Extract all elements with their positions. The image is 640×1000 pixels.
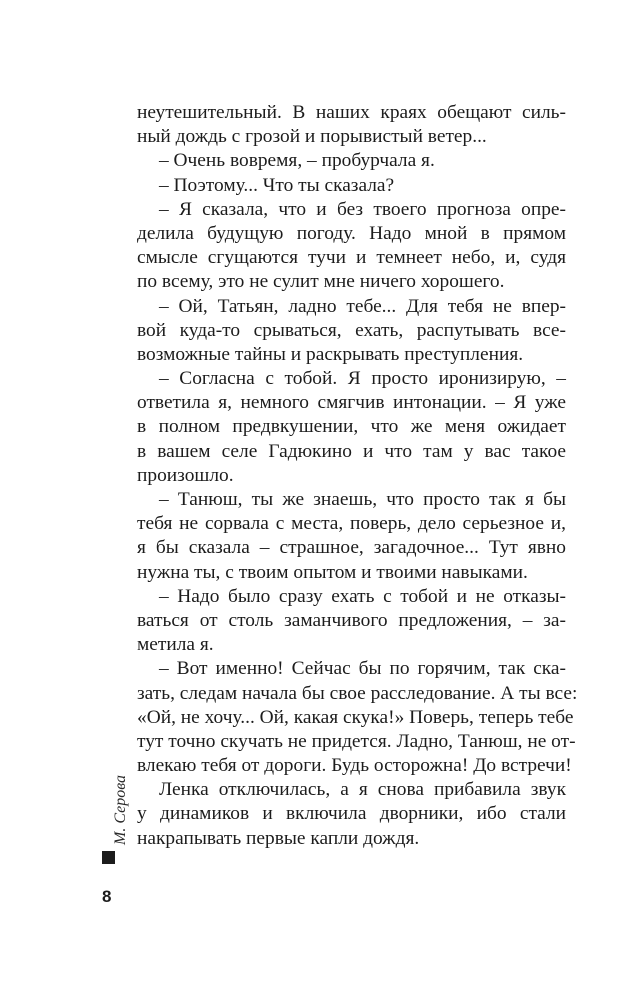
running-head-author: М. Серова [112,774,129,845]
body-text [137,101,578,851]
text-line: – Очень вовремя, – пробурчала я. [159,150,435,172]
text-line: по всему, это не сулит мне ничего хорошего. [137,271,505,293]
text-line: – Поэтому... Что ты сказала? [159,174,395,196]
text-line: вой куда-то срываться, ехать, распутывать все- [137,319,566,341]
text-line: возможные тайны и раскрывать преступления. [137,343,524,365]
text-line: произошло. [137,464,234,486]
text-line: – Согласна с тобой. Я просто иронизирую, – [159,368,566,390]
text-line: Ленка отключилась, а я снова прибавила звук [159,779,566,801]
text-line: ваться от столь заманчивого предложения, – за- [137,609,566,631]
running-head-marker [102,851,115,864]
text-line: – Я сказала, что и без твоего прогноза опре- [159,198,566,220]
text-line: влекаю тебя от дороги. Будь осторожна! До встречи! [137,755,572,777]
text-line: ответила я, немного смягчив интонации. – Я уже [137,392,566,414]
text-line: – Танюш, ты же знаешь, что просто так я бы [159,489,566,510]
text-line: у динамиков и включила дворники, ибо стали [137,803,566,825]
text-line: тебя не сорвала с места, поверь, дело серьезное и, [137,513,566,535]
text-line: смысле сгущаются тучи и темнеет небо, и, судя [137,247,566,269]
text-line: тут точно скучать не придется. Ладно, Танюш, не от- [137,730,576,752]
text-line: – Ой, Татьян, ладно тебе... Для тебя не впер- [159,295,566,317]
text-line: делила будущую погоду. Надо мной в прямом [137,222,566,244]
text-line: нужна ты, с твоим опытом и твоими навыками. [137,561,528,583]
text-line: зать, следам начала бы свое расследование. А ты все: [137,682,578,704]
text-line: «Ой, не хочу... Ой, какая скука!» Поверь, теперь тебе [137,706,574,728]
text-line: метила я. [137,634,214,656]
text-line: в вашем селе Гадюкино и что там у вас такое [137,440,566,462]
text-line: – Вот именно! Сейчас бы по горячим, так ска- [159,658,566,680]
text-line: в полном предвкушении, что же меня ожидает [137,416,566,438]
text-line: ный дождь с грозой и порывистый ветер... [137,126,487,148]
text-line: неутешительный. В наших краях обещают силь- [137,102,566,123]
text-line: я бы сказала – страшное, загадочное... Тут явно [137,537,566,559]
text-line: накрапывать первые капли дождя. [137,827,420,849]
page-number: 8 [102,887,112,906]
text-line: – Надо было сразу ехать с тобой и не отказы- [159,585,566,607]
